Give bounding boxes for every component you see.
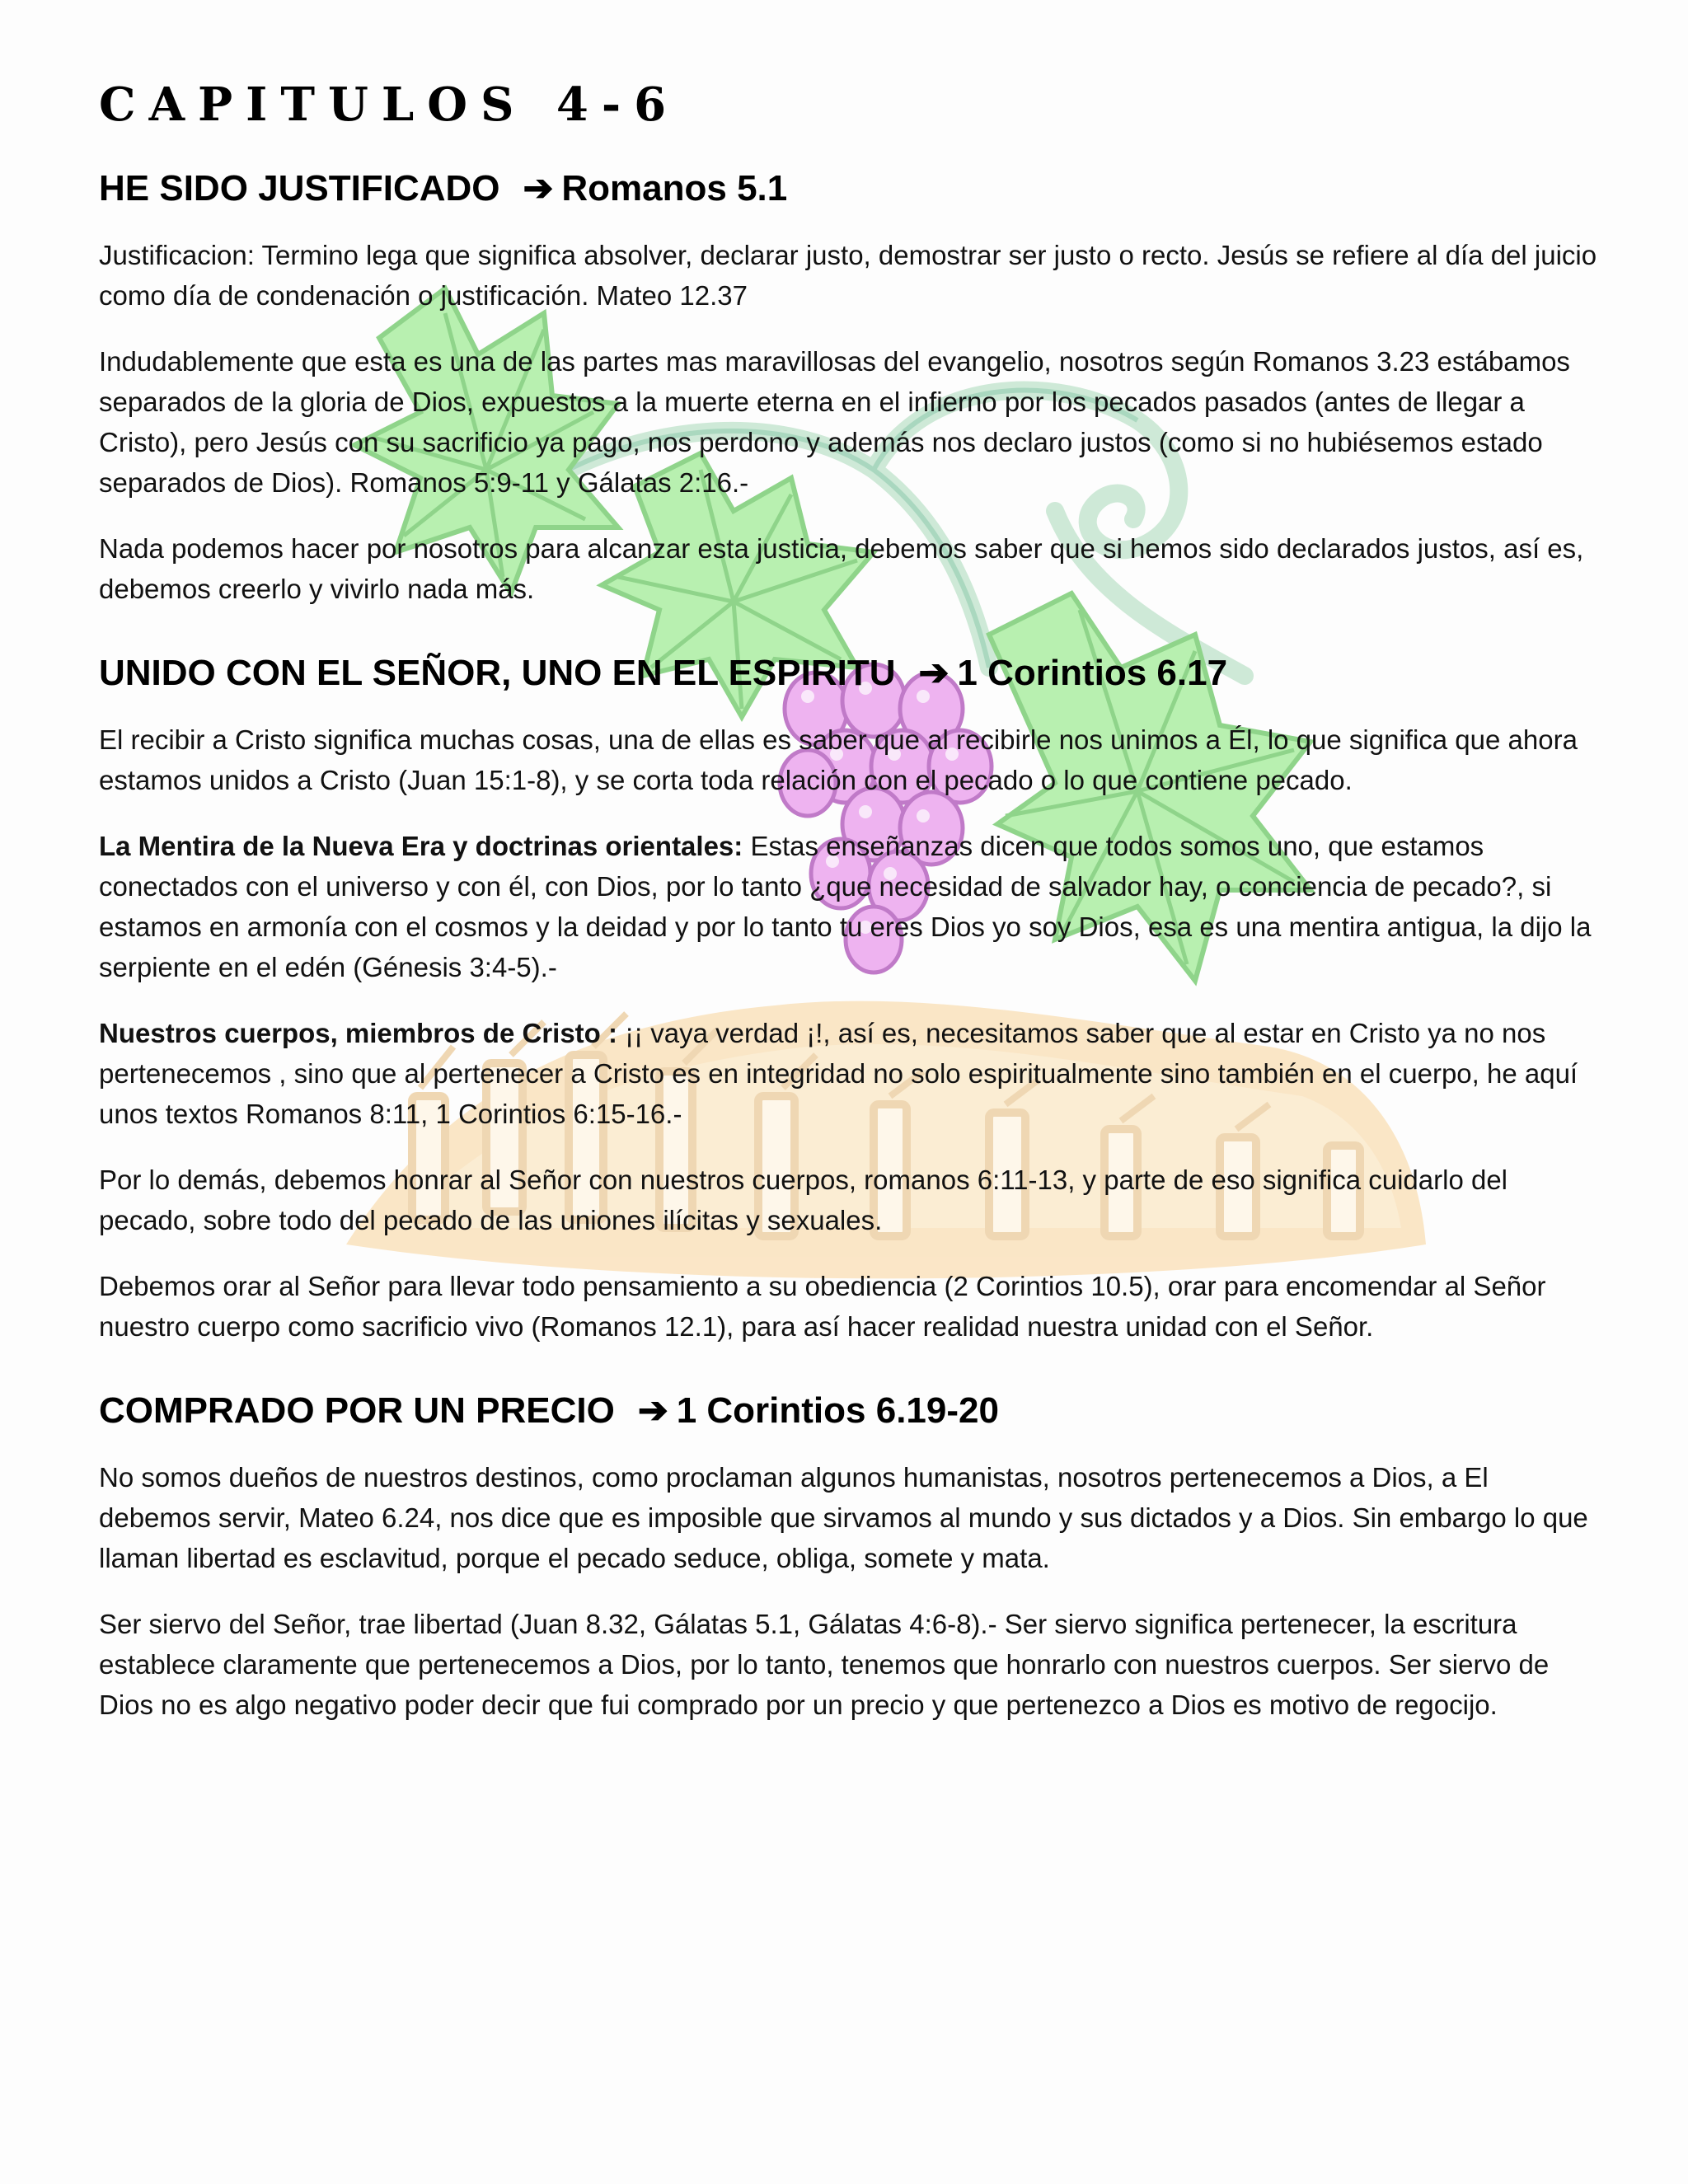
document-page [99,78,1607,1750]
section-heading-text: HE SIDO JUSTIFICADO [99,168,500,209]
arrow-right-icon: ➔ [918,653,950,693]
section-reference: Romanos 5.1 [561,168,788,209]
section-heading-unido [99,652,1607,695]
section-reference: 1 Corintios 6.19-20 [676,1390,999,1431]
paragraph: Ser siervo del Señor, trae libertad (Juan 8.32, Gálatas 5.1, Gálatas 4:6-8).- Ser siervo significa pertenecer, la escritura establece claramente que pertenecemos a Dios, por lo tanto, tenemos que honrarlo con nuestros cuerpos. Ser siervo de Dios no es algo negativo poder decir que fui comprado por un precio y que pertenezco a Dios es motivo de regocijo. [99,1609,1550,1720]
arrow-right-icon: ➔ [523,168,554,209]
paragraph: No somos dueños de nuestros destinos, como proclaman algunos humanistas, nosotros pertenecemos a Dios, a El debemos servir, Mateo 6.24, nos dice que es imposible que sirvamos al mundo y sus dictados y a Dios. Sin embargo lo que llaman libertad es esclavitud, porque el pecado seduce, obliga, somete y mata. [99,1462,1588,1573]
paragraph-lead-text: ¡¡ vaya verdad ¡!, así es, necesitamos saber que al estar en Cristo ya no nos pertenecemos , sino que al pertenecer a Cristo es en integridad no solo espiritualmente sino también en el cuerpo, he aquí unos textos Romanos 8:11, 1 Corintios 6:15-16.- [99,1018,1578,1129]
section-heading-justificado [99,167,1607,210]
paragraph-lead-label: La Mentira de la Nueva Era y doctrinas orientales: [99,831,743,861]
arrow-right-icon: ➔ [637,1390,668,1431]
paragraph: Nada podemos hacer por nosotros para alcanzar esta justicia, debemos saber que si hemos sido declarados justos, así es, debemos creerlo y vivirlo nada más. [99,533,1584,604]
paragraph: Debemos orar al Señor para llevar todo pensamiento a su obediencia (2 Corintios 10.5), orar para encomendar al Señor nuestro cuerpo como sacrificio vivo (Romanos 12.1), para así hacer realidad nuestra unidad con el Señor. [99,1271,1546,1342]
section-heading-comprado [99,1390,1607,1432]
paragraph-nueva-era [99,826,1607,987]
paragraph: Justificacion: Termino lega que significa absolver, declarar justo, demostrar ser justo o recto. Jesús se refiere al día del juicio como día de condenación o justificación. Mateo 12.37 [99,240,1597,311]
section-heading-text: COMPRADO POR UN PRECIO [99,1390,615,1431]
paragraph-lead-text: Estas enseñanzas dicen que todos somos uno, que estamos conectados con el universo y con él, con Dios, por lo tanto ¿que necesidad de salvador hay, o conciencia de pecado?, si estamos en armonía con el cosmos y la deidad y por lo tanto tu eres Dios yo soy Dios, esa es una mentira antigua, la dijo la serpiente en el edén (Génesis 3:4-5).- [99,831,1592,982]
paragraph: Indudablemente que esta es una de las partes mas maravillosas del evangelio, nosotros según Romanos 3.23 estábamos separados de la gloria de Dios, expuestos a la muerte eterna en el infierno por los pecados pasados (antes de llegar a Cristo), pero Jesús con su sacrificio ya pago, nos perdono y además nos declaro justos (como si no hubiésemos estado separados de Dios). Romanos 5:9-11 y Gálatas 2:16.- [99,346,1570,498]
paragraph: El recibir a Cristo significa muchas cosas, una de ellas es saber que al recibirle nos unimos a Él, lo que significa que ahora estamos unidos a Cristo (Juan 15:1-8), y se corta toda relación con el pecado o lo que contiene pecado. [99,724,1578,795]
chapter-title: CAPITULOS 4-6 [99,77,680,132]
section-reference: 1 Corintios 6.17 [957,653,1228,693]
paragraph-lead-label: Nuestros cuerpos, miembros de Cristo : [99,1018,617,1048]
paragraph: Por lo demás, debemos honrar al Señor con nuestros cuerpos, romanos 6:11-13, y parte de eso significa cuidarlo del pecado, sobre todo del pecado de las uniones ilícitas y sexuales. [99,1165,1508,1235]
paragraph-cuerpos [99,1013,1607,1134]
section-heading-text: UNIDO CON EL SEÑOR, UNO EN EL ESPIRITU [99,653,896,693]
